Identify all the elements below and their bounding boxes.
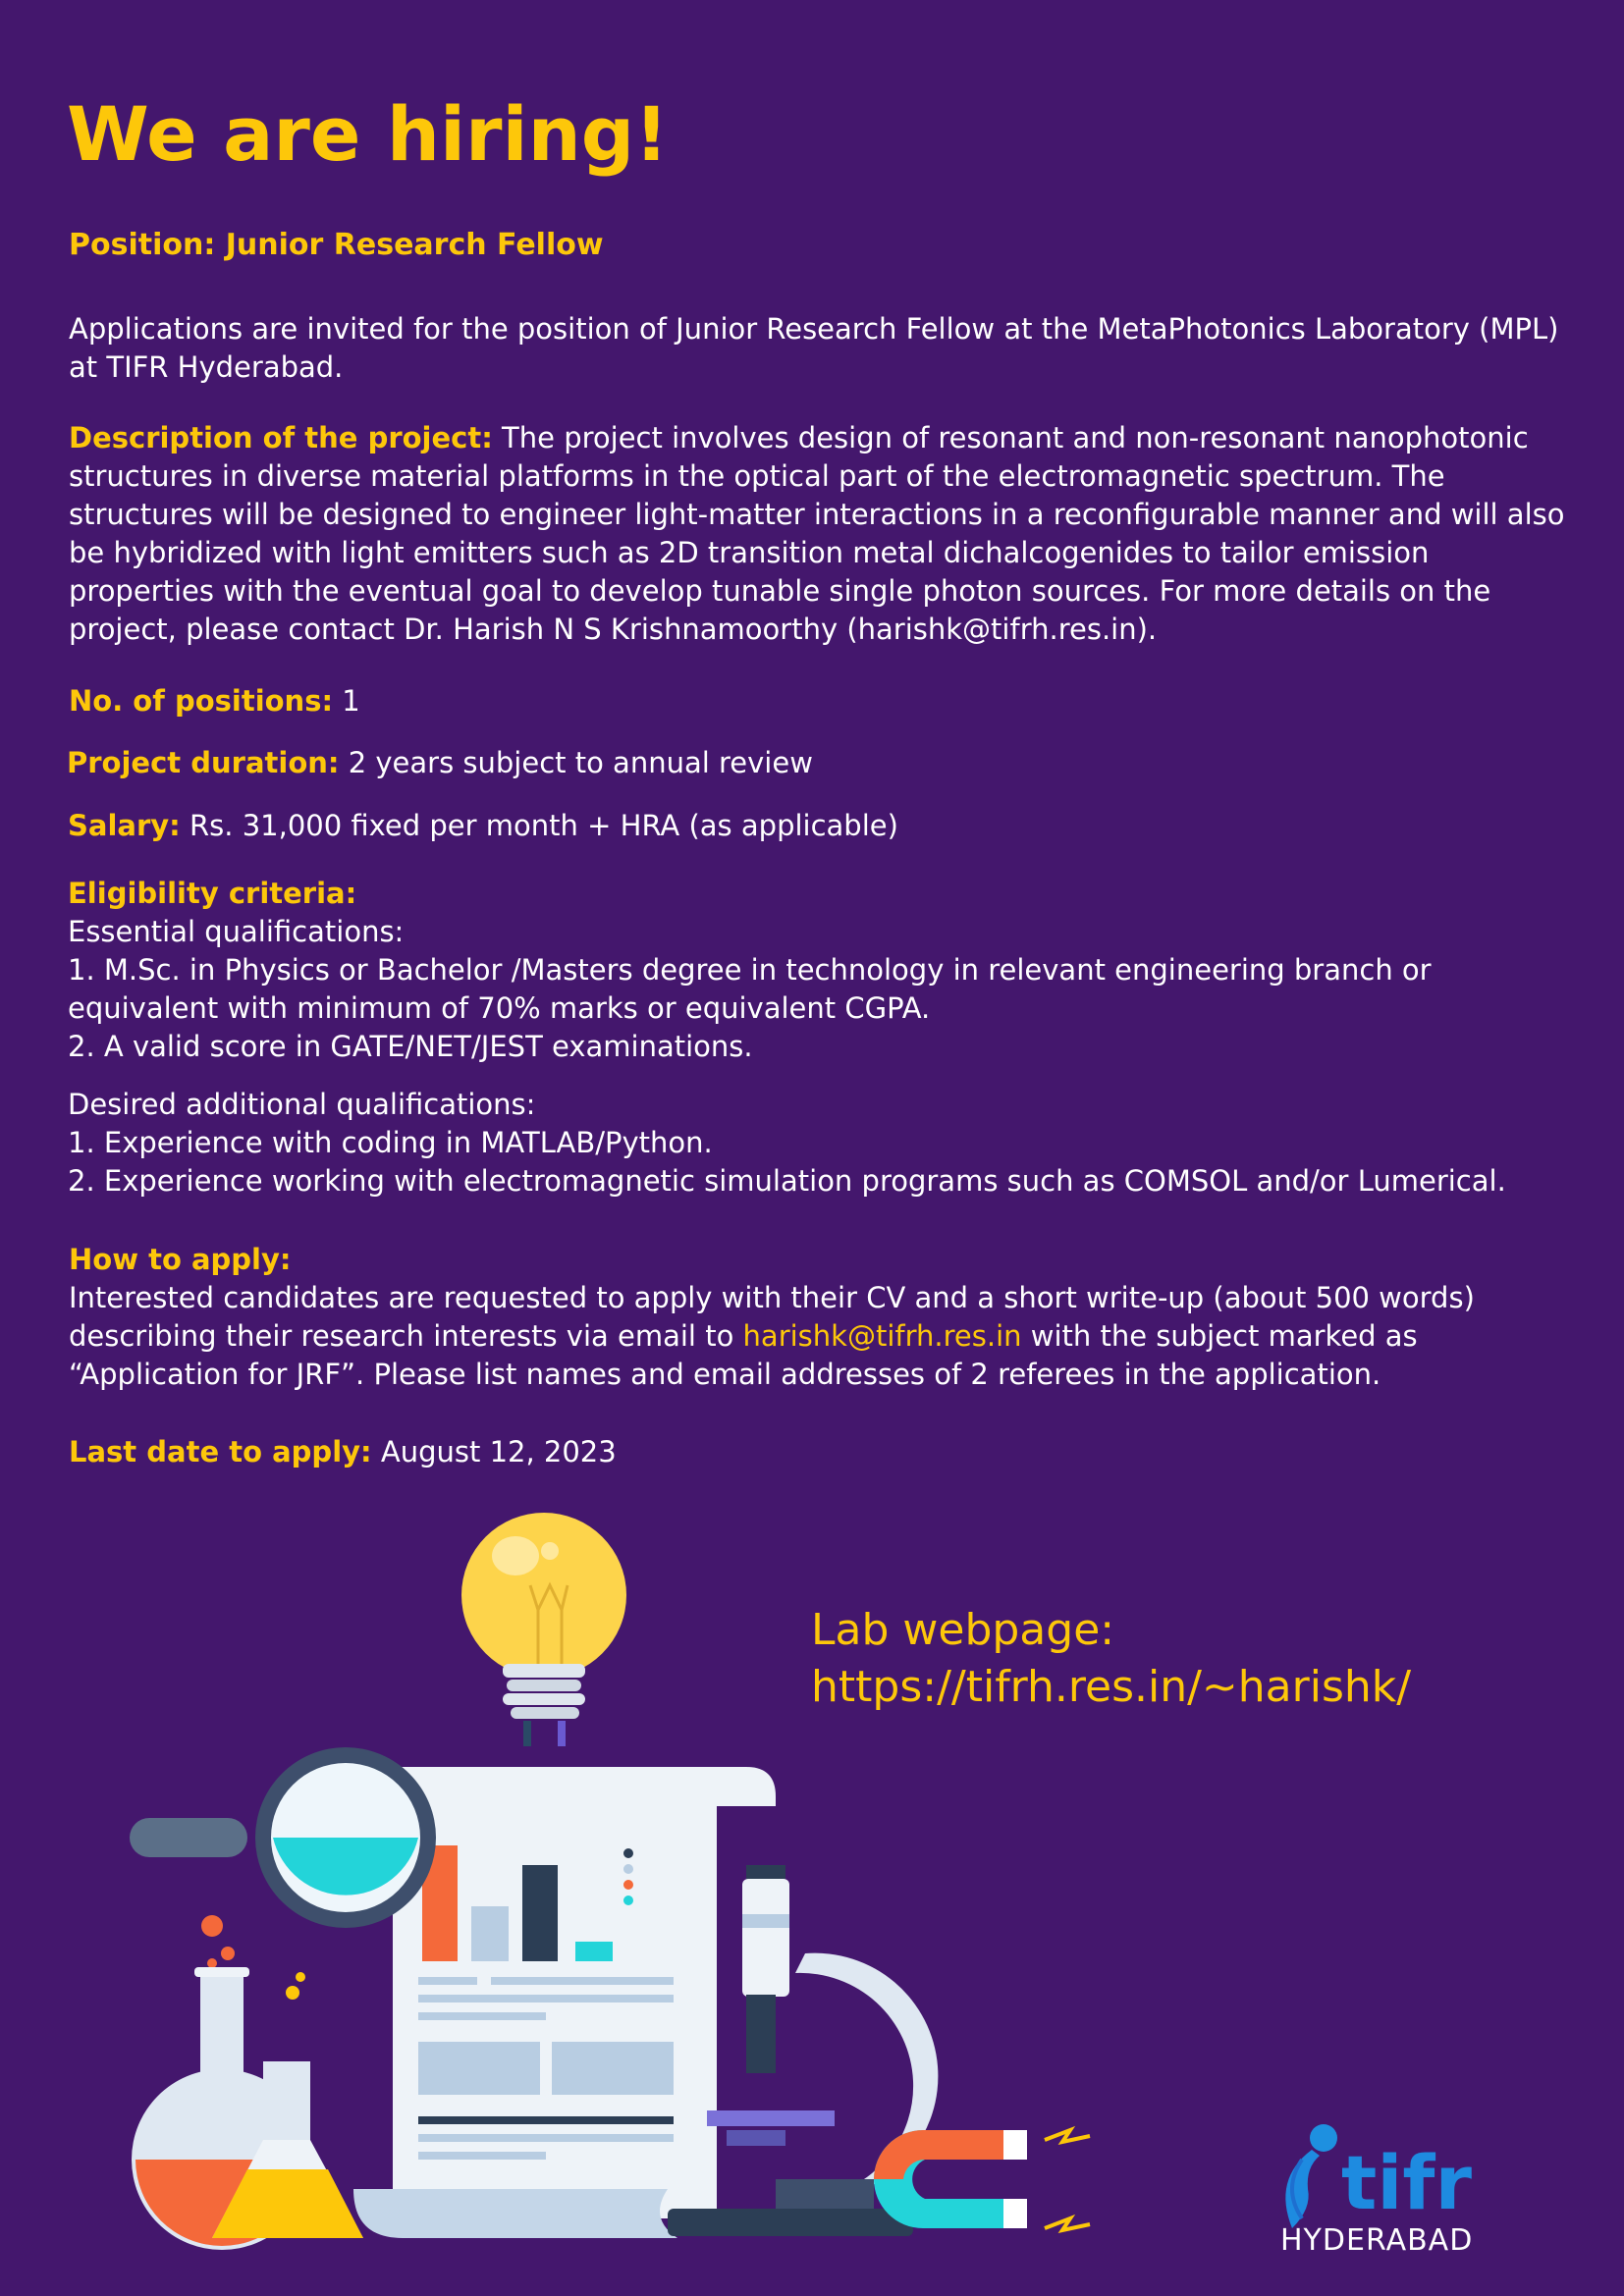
apply-label: How to apply: [69,1243,292,1276]
desired-heading: Desired additional qualifications: [68,1088,536,1121]
last-date-row [69,1433,617,1471]
tifr-logo-subtitle: HYDERABAD [1280,2223,1474,2258]
salary-row [68,807,898,845]
magnifier-icon [130,1747,436,1928]
last-date-value: August 12, 2023 [371,1435,617,1468]
essential-item: 1. M.Sc. in Physics or Bachelor /Masters degree in technology in relevant engineering branch or equivalent with minimum of 70% marks or equivalent CGPA. [68,953,1432,1025]
description-label: Description of the project: [69,421,493,454]
apply-text-before: Interested candidates are requested to apply with their CV and a short write-up (about 500 words) describing their research interests via email to [69,1281,1475,1353]
duration-value: 2 years subject to annual review [339,746,813,779]
desired-item: 2. Experience working with electromagnetic simulation programs such as COMSOL and/or Lumerical. [68,1164,1506,1198]
desired-item: 1. Experience with coding in MATLAB/Python. [68,1126,713,1159]
science-illustration [118,1492,1119,2258]
position-title: Position: Junior Research Fellow [69,228,604,262]
duration-label: Project duration: [67,746,340,779]
apply-text [69,1279,1581,1394]
tifr-logo-text: tifr [1341,2139,1472,2226]
magnet-icon [874,2130,1090,2230]
apply-text-after: with the subject marked as “Application for JRF”. Please list names and email addresses of 2 referees in the application. [69,1319,1418,1391]
lab-webpage-url[interactable]: https://tifrh.res.in/~harishk/ [811,1662,1412,1712]
page-title: We are hiring! [67,90,669,178]
lab-webpage-label: Lab webpage: [811,1605,1115,1655]
last-date-label: Last date to apply: [69,1435,372,1468]
description-text: The project involves design of resonant and non-resonant nanophotonic structures in diverse material platforms in the optical part of the electromagnetic spectrum. The structures will be designed to engineer light-matter interactions in a reconfigurable manner and will also be hybridized with light emitters such as 2D transition metal dichalcogenides to tailor emission properties with the eventual goal to develop tunable single photon sources. For more details on the project, please contact Dr. Harish N S Krishnamoorthy (harishk@tifrh.res.in). [69,421,1565,646]
flask-icon [132,1915,363,2250]
essential-heading: Essential qualifications: [68,915,405,948]
salary-value: Rs. 31,000 fixed per month + HRA (as applicable) [180,809,898,842]
positions-row [69,682,360,721]
apply-section [69,1241,1581,1394]
description-section [69,419,1581,649]
positions-label: No. of positions: [69,684,334,718]
essential-item: 2. A valid score in GATE/NET/JEST examinations. [68,1030,753,1063]
eligibility-section [68,875,1580,1201]
apply-email-link[interactable]: harishk@tifrh.res.in [742,1319,1022,1353]
eligibility-label: Eligibility criteria: [68,877,357,910]
duration-row [67,744,813,782]
salary-label: Salary: [68,809,181,842]
intro-paragraph: Applications are invited for the position of Junior Research Fellow at the MetaPhotonics Laboratory (MPL) at TIFR Hyderabad. [69,312,1559,384]
lightbulb-icon [461,1513,626,1746]
positions-value: 1 [333,684,360,718]
